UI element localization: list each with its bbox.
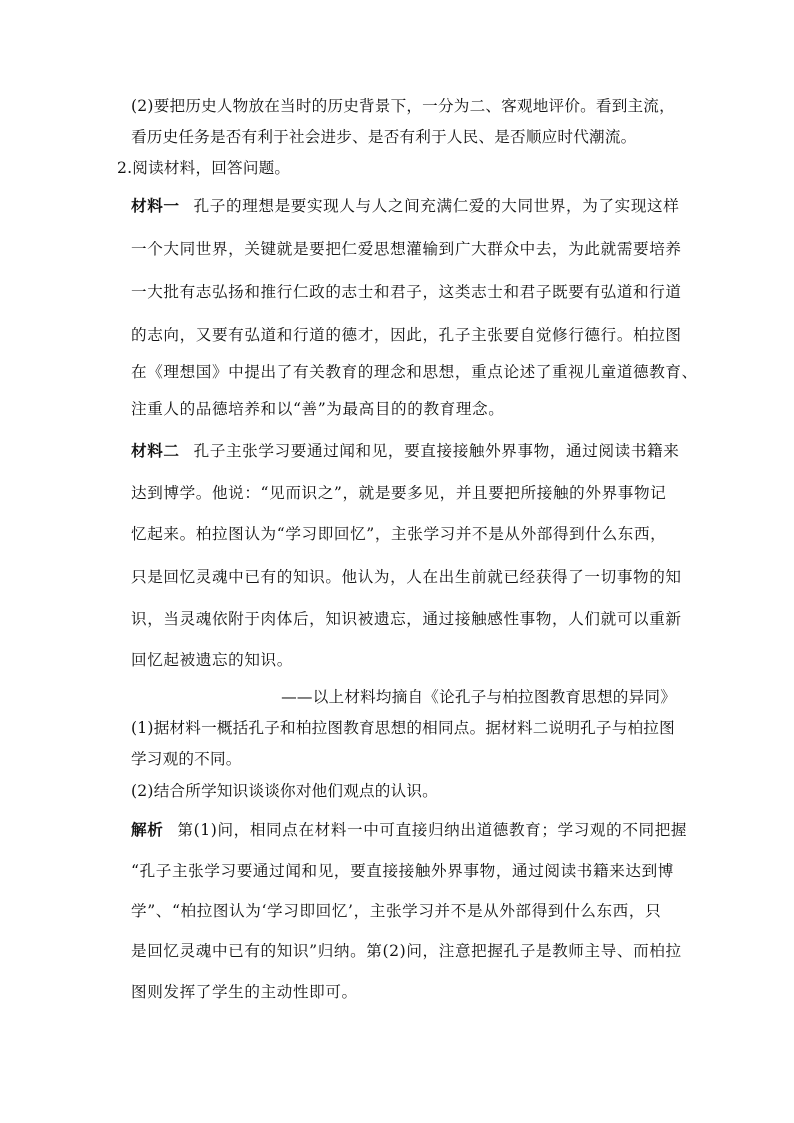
analysis-label: 解析: [131, 820, 164, 839]
material-2-line-2: 达到博学。他说：“见而识之”，就是要多见，并且要把所接触的外界事物记: [131, 484, 667, 502]
material-1-line-5: 在《理想国》中提出了有关教育的理念和思想，重点论述了重视儿童道德教育、: [131, 363, 698, 381]
subquestion-1-line-1: (1)据材料一概括孔子和柏拉图教育思想的相同点。据材料二说明孔子与柏拉图: [131, 719, 675, 737]
material-2-label: 材料二: [131, 441, 180, 460]
material-2-line-6: 回忆起被遗忘的知识。: [131, 651, 293, 669]
question-2-intro: 2.阅读材料，回答问题。: [117, 159, 291, 177]
material-2-line-4: 只是回忆灵魂中已有的知识。他认为，人在出生前就已经获得了一切事物的知: [131, 568, 682, 586]
material-source: ——以上材料均摘自《论孔子与柏拉图教育思想的异同》: [281, 688, 676, 706]
analysis-line-5: 图则发挥了学生的主动性即可。: [131, 983, 358, 1001]
analysis-line-2: “孔子主张学习要通过闻和见，要直接接触外界事物，通过阅读书籍来达到博: [131, 862, 674, 880]
material-2-line-3: 忆起来。柏拉图认为“学习即回忆”，主张学习并不是从外部得到什么东西，: [131, 525, 667, 543]
material-2-text: 孔子主张学习要通过闻和见，要直接接触外界事物，通过阅读书籍来: [193, 442, 680, 460]
material-1-line-4: 的志向，又要有弘道和行道的德才，因此，孔子主张要自觉修行德行。柏拉图: [131, 326, 682, 344]
material-1-line-3: 一大批有志弘扬和推行仁政的志士和君子，这类志士和君子既要有弘道和行道: [131, 283, 682, 301]
material-2-line-1: [131, 441, 679, 461]
material-2-line-5: 识，当灵魂依附于肉体后，知识被遗忘，通过接触感性事物，人们就可以重新: [131, 610, 682, 628]
analysis-line-3: 学”、“柏拉图认为‘学习即回忆’，主张学习并不是从外部得到什么东西，只: [131, 902, 662, 920]
subquestion-2: (2)结合所学知识谈谈你对他们观点的认识。: [131, 782, 438, 800]
analysis-line-1: [131, 820, 687, 840]
material-1-line-1: [131, 196, 679, 216]
answer-2-line-2: 看历史任务是否有利于社会进步、是否有利于人民、是否顺应时代潮流。: [131, 128, 637, 146]
subquestion-1-line-2: 学习观的不同。: [131, 750, 242, 768]
material-1-text: 孔子的理想是要实现人与人之间充满仁爱的大同世界，为了实现这样: [193, 197, 680, 215]
material-1-label: 材料一: [131, 196, 180, 215]
analysis-text: 第(1)问，相同点在材料一中可直接归纳出道德教育；学习观的不同把握: [177, 821, 688, 839]
analysis-line-4: 是回忆灵魂中已有的知识”归纳。第(2)问，注意把握孔子是教师主导、而柏拉: [131, 942, 682, 960]
material-1-line-2: 一个大同世界，关键就是要把仁爱思想灌输到广大群众中去，为此就需要培养: [131, 240, 682, 258]
material-1-line-6: 注重人的品德培养和以“善”为最高目的的教育理念。: [131, 400, 505, 418]
answer-2-line-1: (2)要把历史人物放在当时的历史背景下，一分为二、客观地评价。看到主流，: [131, 97, 675, 115]
